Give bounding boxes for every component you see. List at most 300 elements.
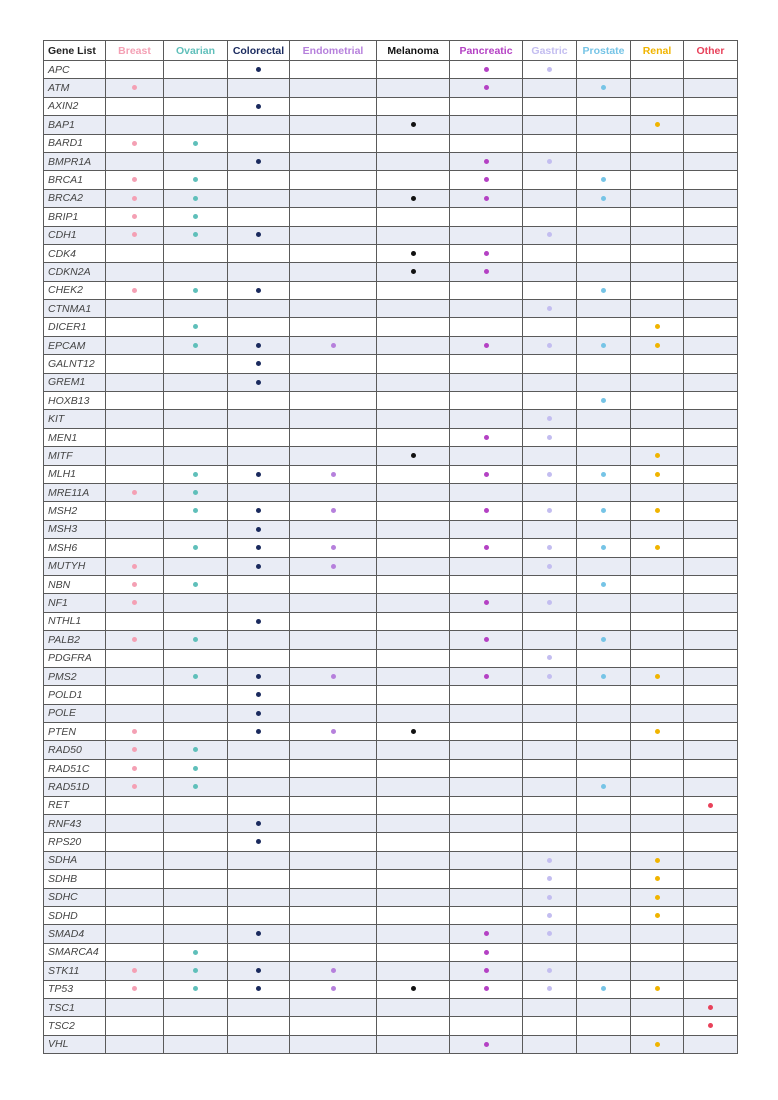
association-cell [684, 851, 738, 869]
association-cell [631, 704, 684, 722]
association-cell [164, 870, 228, 888]
association-dot-icon [601, 196, 606, 201]
association-dot-icon [547, 600, 552, 605]
association-cell [164, 281, 228, 299]
table-row [44, 815, 738, 833]
association-dot-icon [484, 931, 489, 936]
table-row [44, 723, 738, 741]
association-cell [684, 925, 738, 943]
association-cell [290, 815, 377, 833]
association-cell [577, 649, 631, 667]
association-cell [290, 520, 377, 538]
gene-name: MEN1 [44, 428, 106, 446]
association-cell [450, 116, 523, 134]
association-cell [577, 171, 631, 189]
association-cell [631, 943, 684, 961]
gene-name: NBN [44, 575, 106, 593]
association-cell [228, 392, 290, 410]
association-dot-icon [411, 269, 416, 274]
gene-name: MSH2 [44, 502, 106, 520]
association-cell [577, 943, 631, 961]
association-cell [377, 226, 450, 244]
association-cell [377, 502, 450, 520]
association-cell [684, 759, 738, 777]
association-cell [450, 943, 523, 961]
association-cell [164, 998, 228, 1016]
association-cell [450, 392, 523, 410]
association-cell [377, 925, 450, 943]
association-cell [228, 704, 290, 722]
association-cell [631, 594, 684, 612]
association-dot-icon [484, 986, 489, 991]
association-cell [164, 447, 228, 465]
association-cell [228, 116, 290, 134]
association-cell [523, 1017, 577, 1035]
association-cell [450, 244, 523, 262]
association-cell [228, 1035, 290, 1053]
association-cell [450, 171, 523, 189]
association-cell [377, 97, 450, 115]
association-cell [377, 79, 450, 97]
association-cell [577, 189, 631, 207]
association-dot-icon [193, 582, 198, 587]
association-cell [684, 355, 738, 373]
table-row [44, 520, 738, 538]
association-cell [631, 1035, 684, 1053]
association-dot-icon [193, 472, 198, 477]
association-cell [684, 631, 738, 649]
association-cell [523, 594, 577, 612]
gene-name: PMS2 [44, 667, 106, 685]
table-row [44, 79, 738, 97]
association-cell [164, 925, 228, 943]
association-cell [631, 336, 684, 354]
association-dot-icon [193, 324, 198, 329]
association-cell [377, 667, 450, 685]
table-row [44, 208, 738, 226]
association-cell [106, 355, 164, 373]
association-cell [450, 925, 523, 943]
association-cell [377, 943, 450, 961]
association-cell [377, 539, 450, 557]
association-dot-icon [601, 177, 606, 182]
association-dot-icon [193, 508, 198, 513]
association-dot-icon [484, 950, 489, 955]
association-cell [290, 318, 377, 336]
association-cell [684, 171, 738, 189]
association-dot-icon [132, 214, 137, 219]
association-cell [577, 723, 631, 741]
association-cell [228, 171, 290, 189]
association-cell [377, 465, 450, 483]
gene-name: VHL [44, 1035, 106, 1053]
association-dot-icon [601, 986, 606, 991]
association-cell [377, 483, 450, 501]
association-cell [631, 998, 684, 1016]
association-cell [106, 208, 164, 226]
association-cell [631, 539, 684, 557]
association-cell [377, 116, 450, 134]
association-cell [450, 686, 523, 704]
table-row [44, 447, 738, 465]
association-cell [450, 79, 523, 97]
association-cell [577, 741, 631, 759]
association-cell [377, 962, 450, 980]
association-dot-icon [193, 232, 198, 237]
table-row [44, 465, 738, 483]
association-dot-icon [331, 674, 336, 679]
association-cell [290, 483, 377, 501]
association-cell [684, 980, 738, 998]
association-cell [577, 410, 631, 428]
association-cell [523, 833, 577, 851]
association-cell [228, 447, 290, 465]
association-cell [164, 649, 228, 667]
association-cell [577, 373, 631, 391]
gene-name: BRIP1 [44, 208, 106, 226]
association-cell [450, 300, 523, 318]
association-cell [631, 888, 684, 906]
association-cell [164, 428, 228, 446]
gene-name: CTNMA1 [44, 300, 106, 318]
association-dot-icon [411, 453, 416, 458]
association-dot-icon [411, 251, 416, 256]
association-cell [290, 888, 377, 906]
association-cell [228, 686, 290, 704]
association-cell [106, 226, 164, 244]
association-dot-icon [655, 858, 660, 863]
association-cell [631, 392, 684, 410]
association-cell [164, 502, 228, 520]
association-cell [684, 244, 738, 262]
association-cell [577, 539, 631, 557]
association-cell [164, 888, 228, 906]
association-cell [164, 152, 228, 170]
association-cell [290, 539, 377, 557]
association-cell [523, 263, 577, 281]
association-cell [377, 594, 450, 612]
association-cell [450, 980, 523, 998]
association-cell [106, 906, 164, 924]
association-dot-icon [256, 361, 261, 366]
gene-name: MLH1 [44, 465, 106, 483]
association-cell [106, 134, 164, 152]
association-cell [106, 686, 164, 704]
association-cell [450, 373, 523, 391]
gene-name: GALNT12 [44, 355, 106, 373]
association-cell [228, 263, 290, 281]
association-cell [577, 686, 631, 704]
association-cell [228, 998, 290, 1016]
association-cell [290, 465, 377, 483]
association-cell [106, 300, 164, 318]
association-cell [684, 1017, 738, 1035]
association-cell [450, 575, 523, 593]
association-cell [631, 796, 684, 814]
association-cell [631, 318, 684, 336]
association-cell [523, 925, 577, 943]
association-cell [523, 520, 577, 538]
association-cell [631, 741, 684, 759]
association-cell [577, 925, 631, 943]
association-cell [106, 557, 164, 575]
table-row [44, 557, 738, 575]
association-cell [577, 428, 631, 446]
association-cell [577, 483, 631, 501]
association-cell [377, 244, 450, 262]
association-dot-icon [547, 545, 552, 550]
association-cell [290, 1035, 377, 1053]
association-cell [377, 208, 450, 226]
association-cell [577, 318, 631, 336]
association-cell [523, 373, 577, 391]
association-cell [631, 79, 684, 97]
association-cell [684, 373, 738, 391]
gene-name: PTEN [44, 723, 106, 741]
association-cell [523, 134, 577, 152]
association-cell [377, 759, 450, 777]
association-cell [684, 318, 738, 336]
association-cell [290, 943, 377, 961]
header-melanoma: Melanoma [377, 41, 450, 61]
table-row [44, 318, 738, 336]
table-row [44, 355, 738, 373]
association-cell [577, 134, 631, 152]
association-cell [523, 226, 577, 244]
association-dot-icon [601, 398, 606, 403]
association-cell [228, 851, 290, 869]
association-cell [377, 1035, 450, 1053]
table-row [44, 631, 738, 649]
table-row [44, 998, 738, 1016]
association-cell [450, 226, 523, 244]
association-cell [228, 612, 290, 630]
association-cell [684, 612, 738, 630]
association-cell [631, 612, 684, 630]
association-cell [523, 483, 577, 501]
association-cell [684, 667, 738, 685]
association-cell [290, 410, 377, 428]
association-dot-icon [132, 564, 137, 569]
association-cell [684, 134, 738, 152]
association-cell [577, 97, 631, 115]
gene-name: DICER1 [44, 318, 106, 336]
association-cell [290, 631, 377, 649]
table-row [44, 888, 738, 906]
association-cell [377, 336, 450, 354]
association-cell [290, 447, 377, 465]
table-row [44, 244, 738, 262]
association-cell [290, 851, 377, 869]
gene-name: CHEK2 [44, 281, 106, 299]
association-cell [377, 300, 450, 318]
association-cell [377, 649, 450, 667]
gene-name: AXIN2 [44, 97, 106, 115]
gene-name: CDH1 [44, 226, 106, 244]
association-cell [577, 796, 631, 814]
association-cell [228, 410, 290, 428]
association-cell [228, 79, 290, 97]
header-prostate: Prostate [577, 41, 631, 61]
association-cell [577, 447, 631, 465]
association-cell [631, 502, 684, 520]
association-cell [631, 649, 684, 667]
association-cell [523, 447, 577, 465]
table-row [44, 851, 738, 869]
association-dot-icon [601, 343, 606, 348]
association-dot-icon [547, 858, 552, 863]
association-dot-icon [484, 674, 489, 679]
association-dot-icon [256, 986, 261, 991]
association-cell [631, 557, 684, 575]
association-cell [106, 410, 164, 428]
association-cell [577, 815, 631, 833]
association-dot-icon [132, 85, 137, 90]
association-cell [684, 1035, 738, 1053]
association-dot-icon [484, 269, 489, 274]
association-dot-icon [132, 637, 137, 642]
association-cell [577, 962, 631, 980]
association-cell [106, 539, 164, 557]
association-cell [684, 906, 738, 924]
association-dot-icon [655, 876, 660, 881]
association-cell [450, 134, 523, 152]
gene-rows [44, 61, 738, 1054]
association-cell [684, 116, 738, 134]
association-cell [377, 447, 450, 465]
association-cell [450, 998, 523, 1016]
gene-name: TSC2 [44, 1017, 106, 1035]
association-cell [164, 612, 228, 630]
association-dot-icon [484, 177, 489, 182]
association-cell [523, 502, 577, 520]
association-cell [377, 263, 450, 281]
association-cell [290, 723, 377, 741]
association-dot-icon [484, 196, 489, 201]
gene-name: NF1 [44, 594, 106, 612]
association-cell [577, 336, 631, 354]
association-cell [631, 97, 684, 115]
association-cell [684, 575, 738, 593]
association-dot-icon [484, 435, 489, 440]
association-dot-icon [193, 214, 198, 219]
association-cell [684, 226, 738, 244]
association-dot-icon [132, 288, 137, 293]
association-cell [377, 575, 450, 593]
table-row [44, 594, 738, 612]
association-cell [106, 465, 164, 483]
association-dot-icon [256, 67, 261, 72]
association-cell [106, 97, 164, 115]
association-cell [684, 465, 738, 483]
association-dot-icon [411, 729, 416, 734]
association-cell [577, 594, 631, 612]
table-row [44, 336, 738, 354]
association-cell [631, 61, 684, 79]
association-dot-icon [331, 986, 336, 991]
association-dot-icon [547, 416, 552, 421]
association-dot-icon [708, 1023, 713, 1028]
gene-name: MUTYH [44, 557, 106, 575]
association-cell [164, 1017, 228, 1035]
association-cell [164, 410, 228, 428]
association-cell [290, 281, 377, 299]
association-cell [106, 925, 164, 943]
association-dot-icon [655, 453, 660, 458]
association-cell [377, 815, 450, 833]
association-cell [377, 631, 450, 649]
association-cell [106, 962, 164, 980]
association-cell [228, 815, 290, 833]
association-cell [377, 870, 450, 888]
association-cell [450, 612, 523, 630]
association-cell [577, 244, 631, 262]
table-row [44, 612, 738, 630]
association-cell [290, 998, 377, 1016]
association-cell [523, 686, 577, 704]
association-cell [164, 355, 228, 373]
association-cell [106, 723, 164, 741]
association-cell [228, 318, 290, 336]
association-cell [290, 980, 377, 998]
association-cell [106, 263, 164, 281]
association-dot-icon [132, 232, 137, 237]
association-cell [377, 906, 450, 924]
association-dot-icon [411, 196, 416, 201]
association-cell [164, 244, 228, 262]
association-cell [523, 61, 577, 79]
association-dot-icon [256, 839, 261, 844]
association-cell [228, 906, 290, 924]
association-cell [684, 152, 738, 170]
association-dot-icon [484, 85, 489, 90]
gene-name: EPCAM [44, 336, 106, 354]
association-cell [164, 483, 228, 501]
association-cell [106, 79, 164, 97]
association-cell [450, 833, 523, 851]
association-cell [228, 594, 290, 612]
association-dot-icon [193, 545, 198, 550]
association-dot-icon [547, 655, 552, 660]
association-cell [106, 943, 164, 961]
association-dot-icon [132, 986, 137, 991]
association-cell [577, 226, 631, 244]
association-dot-icon [601, 508, 606, 513]
association-cell [106, 741, 164, 759]
association-dot-icon [655, 674, 660, 679]
table-row [44, 575, 738, 593]
association-cell [228, 962, 290, 980]
association-cell [106, 244, 164, 262]
association-cell [106, 815, 164, 833]
association-cell [523, 962, 577, 980]
table-row [44, 741, 738, 759]
association-cell [577, 520, 631, 538]
association-cell [684, 815, 738, 833]
association-cell [523, 943, 577, 961]
association-dot-icon [484, 968, 489, 973]
association-dot-icon [547, 343, 552, 348]
association-dot-icon [132, 784, 137, 789]
association-cell [164, 520, 228, 538]
association-cell [684, 741, 738, 759]
association-cell [631, 833, 684, 851]
gene-name: TSC1 [44, 998, 106, 1016]
association-cell [450, 906, 523, 924]
association-cell [631, 686, 684, 704]
association-cell [684, 778, 738, 796]
association-cell [290, 189, 377, 207]
